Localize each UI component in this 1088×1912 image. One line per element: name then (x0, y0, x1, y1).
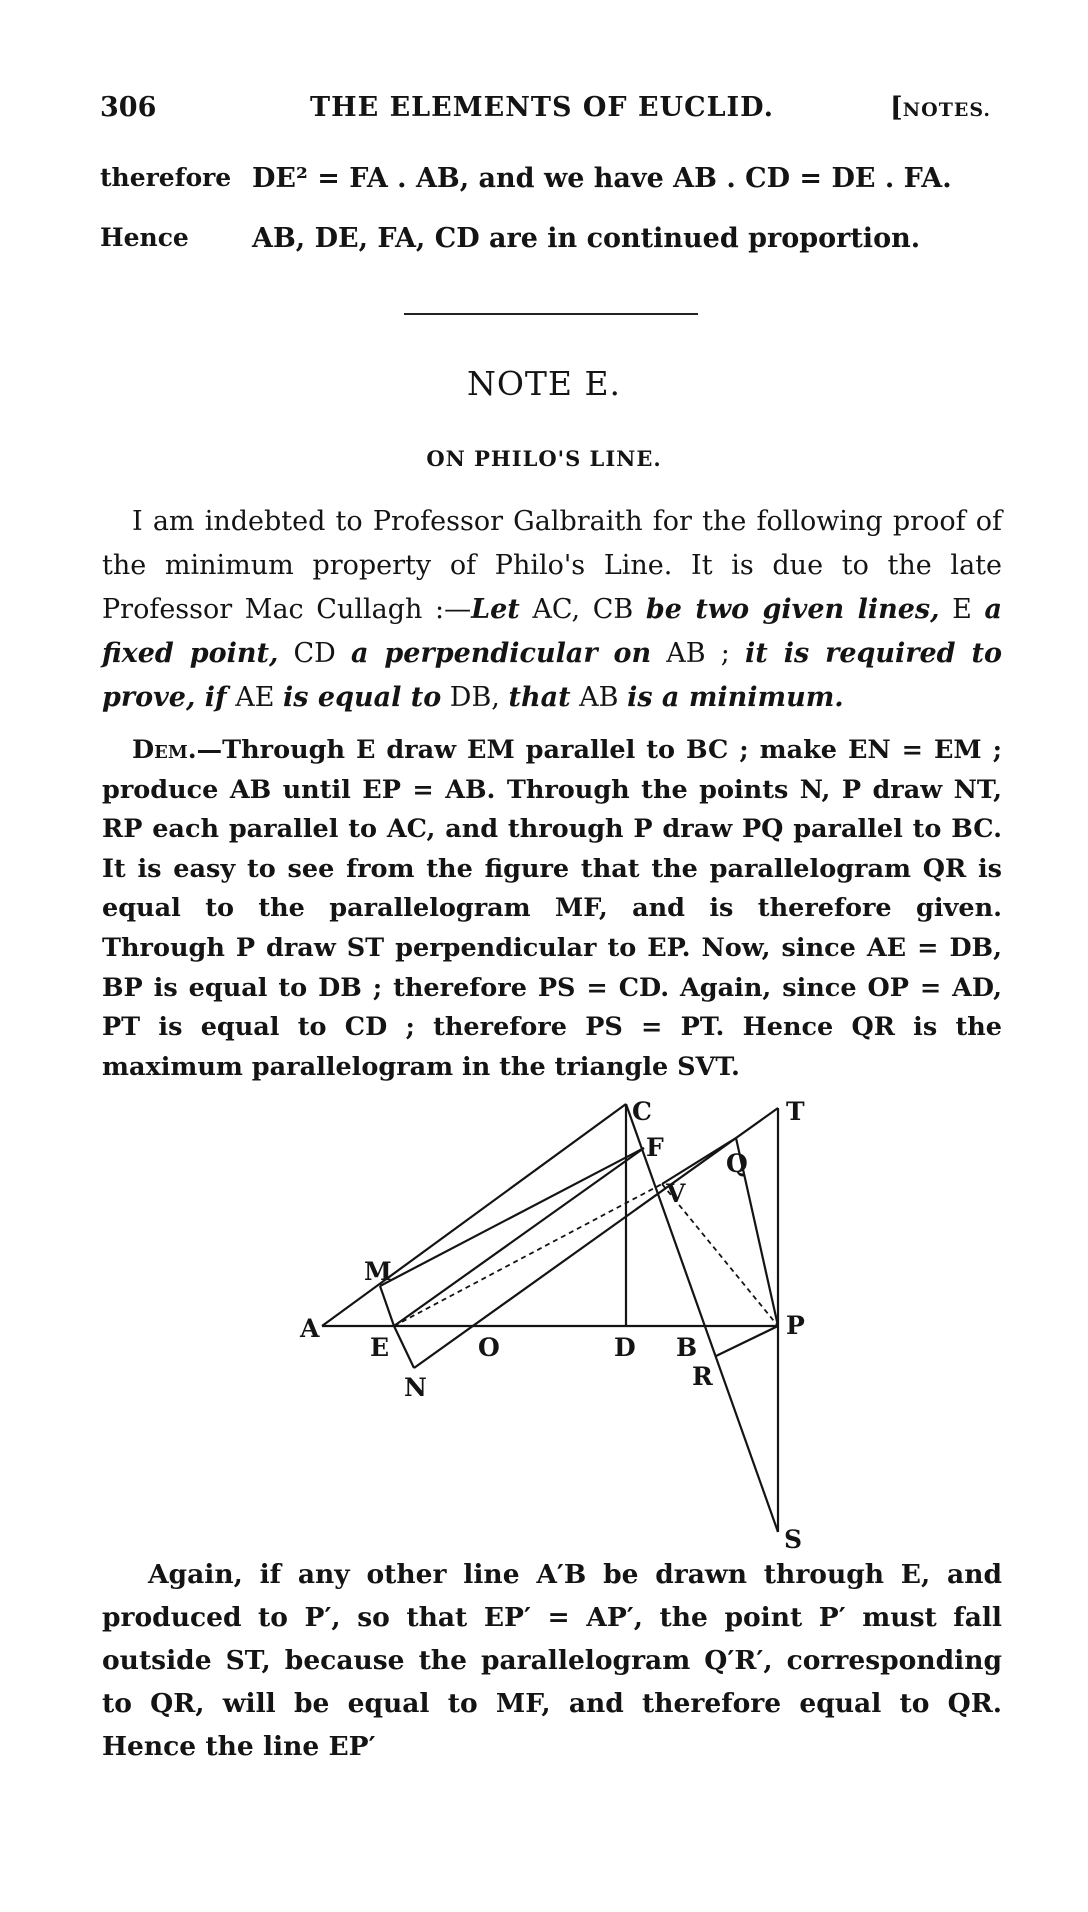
proposition-part: a fixed point, (102, 594, 1002, 669)
proposition-part: DB, (441, 682, 509, 713)
demonstration-text: —Through E draw EM parallel to BC ; make EN = EM ; produce AB until EP = AB. Through the points N, P draw NT, RP each parallel to AC, and through P draw PQ parallel to BC. It is easy to see from the figure that the parallelogram QR is equal to the parallelogram MF, and is therefore given. Through P draw ST perpendicular to EP. Now, since AE = DB, BP is equal to DB ; therefore PS = CD. Again, since OP = AD, PT is equal to CD ; therefore PS = PT. Hence QR is the maximum parallelogram in the triangle SVT. (102, 735, 1002, 1082)
label-R: R (692, 1362, 713, 1391)
proposition-part: CD (278, 638, 351, 669)
proposition-part: AB ; (651, 638, 746, 669)
line-CS (626, 1104, 778, 1532)
running-header (100, 92, 1000, 132)
label-T: T (786, 1097, 805, 1126)
line-ME (380, 1286, 394, 1326)
line-VQ (662, 1138, 736, 1184)
label-F: F (646, 1133, 664, 1162)
label-E: E (370, 1333, 390, 1362)
line-EF (394, 1148, 644, 1326)
proposition-part: be two given lines, (645, 594, 940, 625)
section-label-text: NOTES. (902, 99, 991, 121)
label-O: O (478, 1333, 500, 1362)
running-title: THE ELEMENTS OF EUCLID. (310, 92, 775, 123)
proposition-part: AE (226, 682, 284, 713)
paragraph-conclusion: Again, if any other line A′B be drawn through E, and produced to P′, so that EP′ = AP′, the point P′ must fall outside ST, because the parallelogram Q′R′, corresponding to QR, will be equal to MF, and therefore equal to QR. Hence the line EP′ (102, 1559, 1002, 1762)
proposition-part: a perpendicular on (350, 638, 652, 669)
proposition-part: E (939, 594, 985, 625)
dem-label: Dem. (132, 735, 197, 765)
proposition-part: AB (570, 682, 628, 713)
proposition-part: is a minimum. (627, 682, 844, 713)
label-P: P (786, 1311, 805, 1340)
dashed-EV (394, 1184, 662, 1326)
proposition-part: AC, CB (519, 594, 646, 625)
equation-text: DE² = FA . AB, and we have AB . CD = DE . FA. (252, 163, 952, 194)
label-V: V (666, 1179, 686, 1208)
proposition-part: Let (471, 594, 520, 625)
line-AC (322, 1104, 626, 1326)
label-A: A (300, 1314, 320, 1343)
equation-text: AB, DE, FA, CD are in continued proportion. (252, 223, 921, 254)
label-Q: Q (726, 1149, 748, 1178)
intro-text: I am indebted to Professor Galbraith for the following proof of the minimum property of Philo's Line. It is due to the late Professor Mac Cullagh :— (102, 506, 1002, 625)
label-S: S (784, 1525, 803, 1550)
label-D: D (614, 1333, 636, 1362)
line-EN (394, 1326, 414, 1368)
proposition-part: it is required to prove, if (102, 638, 1002, 713)
paragraph-demonstration (102, 731, 1002, 1087)
note-subtitle: ON PHILO'S LINE. (426, 446, 662, 471)
line-RP (716, 1326, 778, 1356)
section-divider (404, 313, 698, 315)
page-number: 306 (100, 92, 157, 123)
label-N: N (404, 1373, 427, 1402)
line-MF (380, 1148, 644, 1286)
label-M: M (364, 1257, 392, 1286)
geometry-figure (0, 1090, 1088, 1550)
proposition-part: that (508, 682, 571, 713)
section-bracket: [ (890, 92, 903, 123)
label-C: C (632, 1097, 652, 1126)
equation-label: Hence (100, 223, 189, 252)
note-title: NOTE E. (466, 364, 622, 403)
proposition-part: is equal to (283, 682, 442, 713)
equation-label: therefore (100, 163, 232, 192)
label-B: B (676, 1333, 698, 1362)
section-label (890, 92, 991, 123)
paragraph-intro (102, 500, 1002, 720)
